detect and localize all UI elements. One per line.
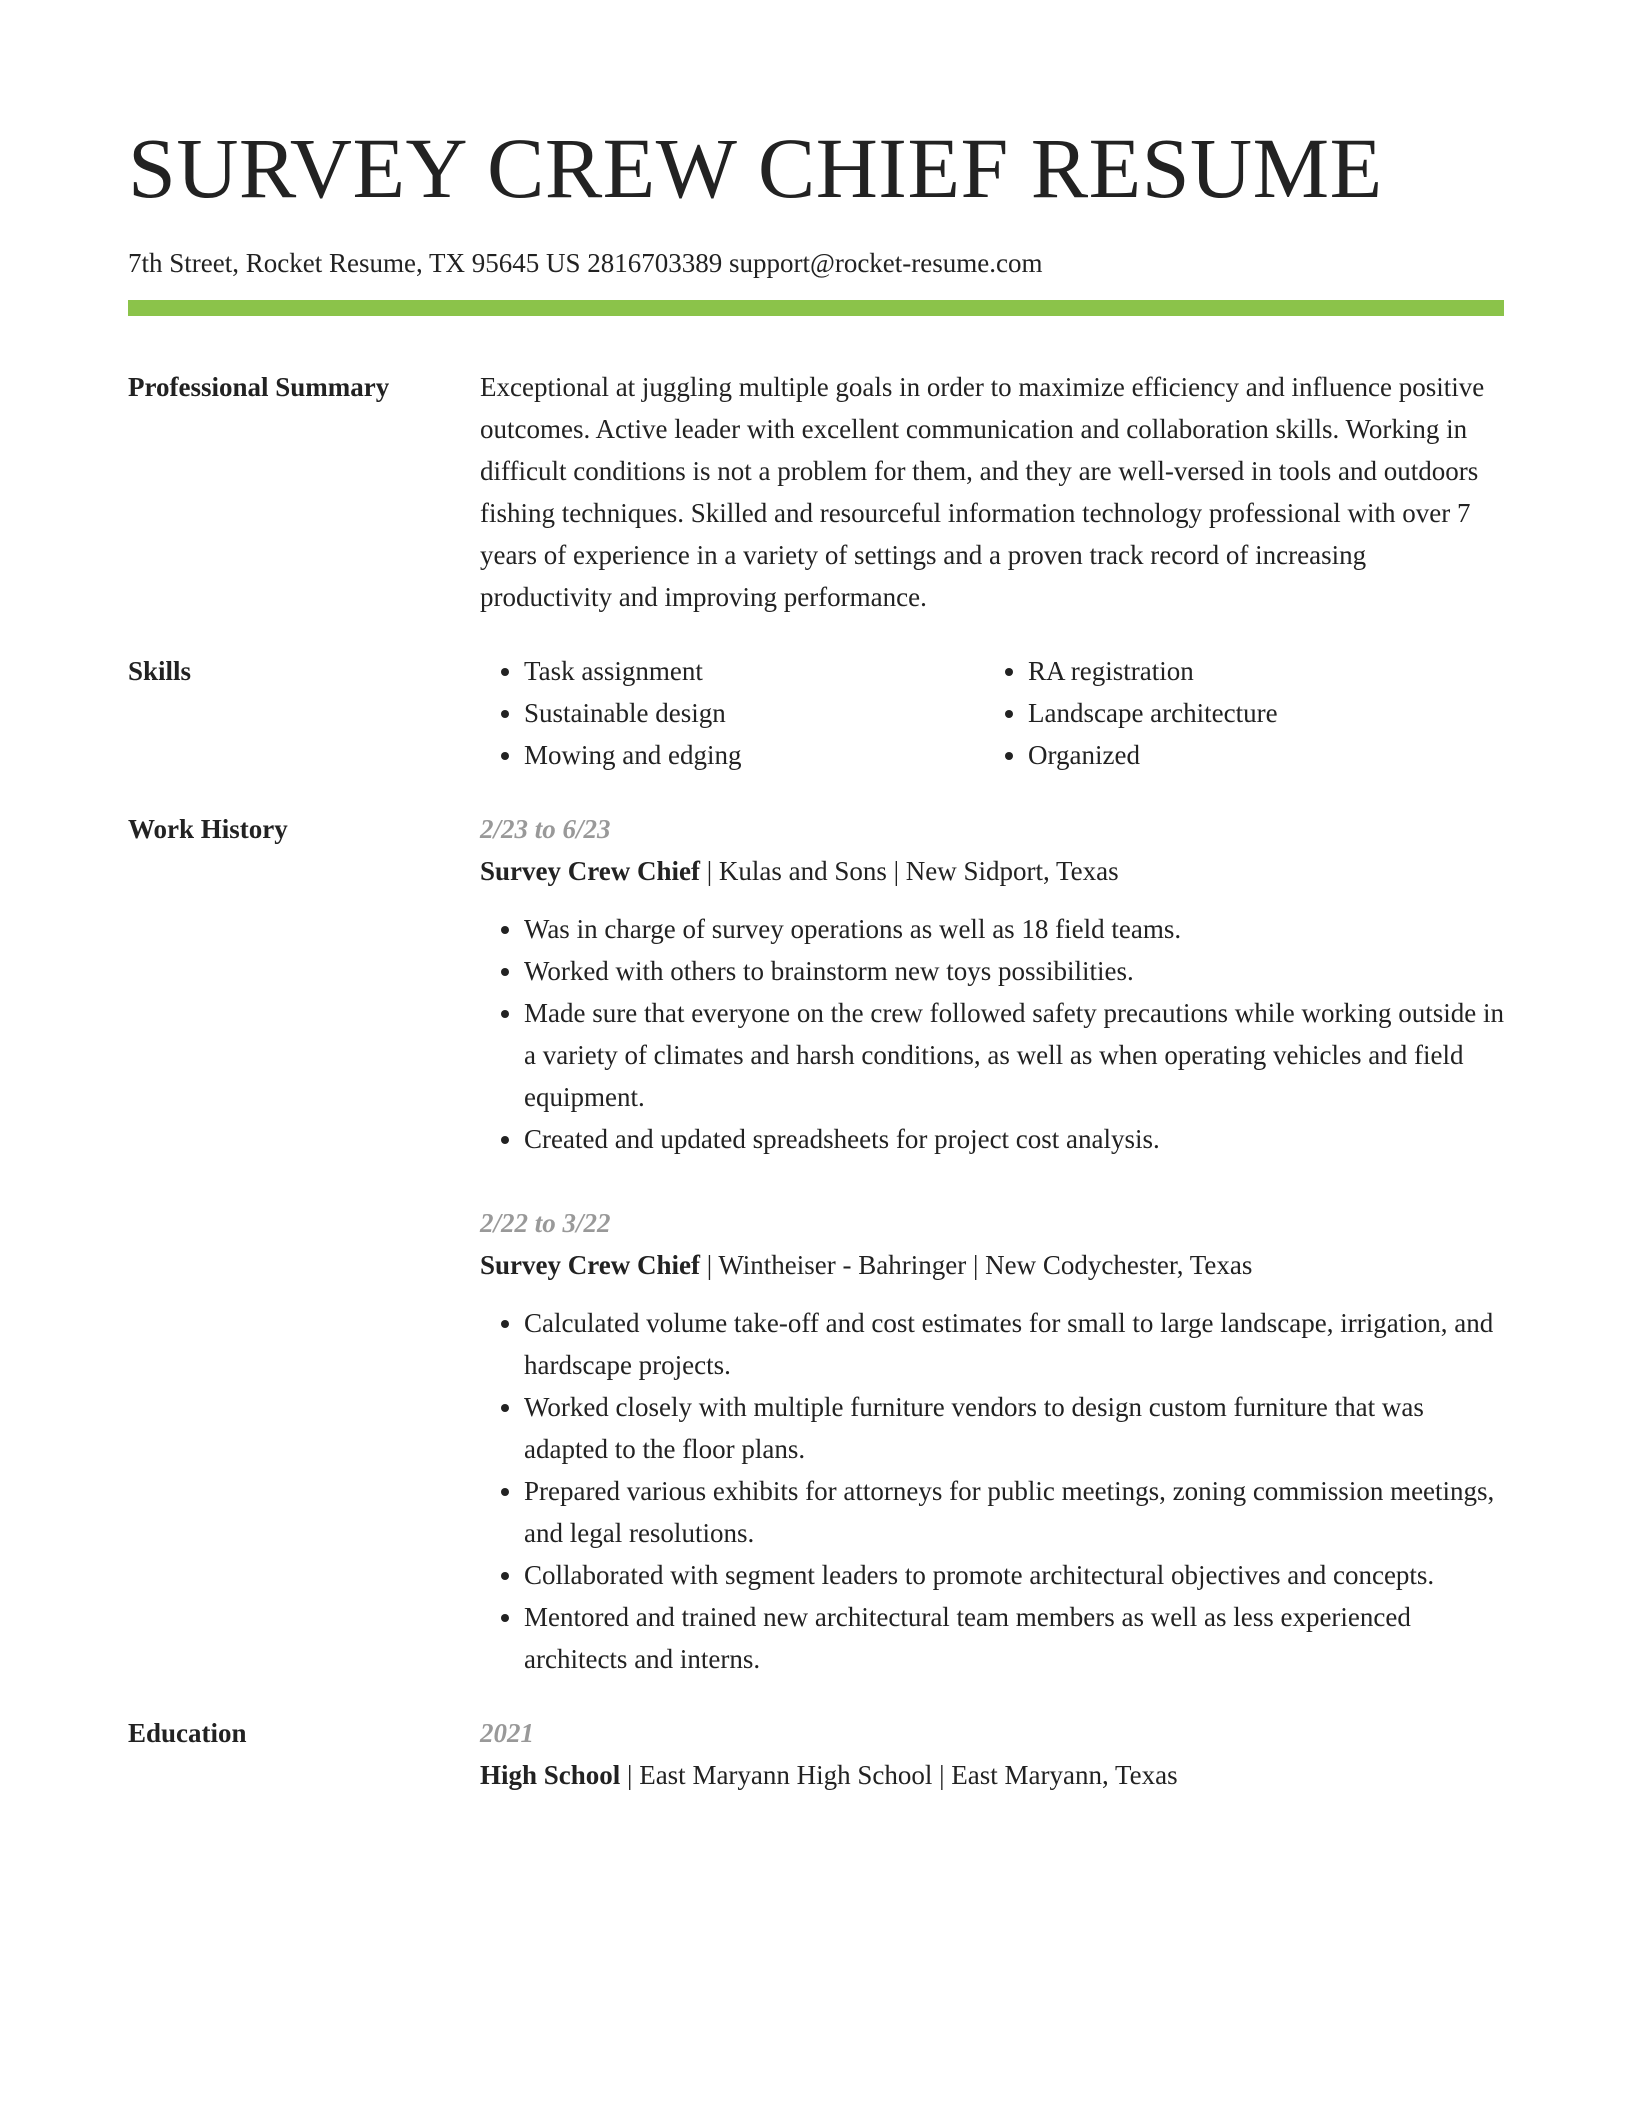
header-divider (128, 300, 1504, 316)
resume-title: SURVEY CREW CHIEF RESUME (128, 120, 1383, 216)
education-heading: Education (128, 1718, 247, 1748)
resume-page (128, 0, 1504, 1796)
skills-heading: Skills (128, 656, 192, 686)
job-bullet: • Made sure that everyone on the crew followed safety precautions while working outside in a variety of climates and harsh conditions, as well as when operating vehicles and field equipment. (524, 992, 1504, 1118)
education-line (480, 1754, 1504, 1796)
skills-grid (480, 650, 1504, 776)
education-details: | East Maryann High School | East Maryann, Texas (620, 1760, 1178, 1790)
skills-section (128, 650, 1504, 776)
job-bullets (480, 1302, 1504, 1680)
summary-section (128, 366, 1504, 618)
job-header (480, 1244, 1504, 1286)
skill-item: • Organized (1028, 734, 1488, 776)
job-bullet: • Worked with others to brainstorm new toys possibilities. (524, 950, 1504, 992)
job-entry (480, 1202, 1504, 1680)
contact-email: support@rocket-resume.com (728, 248, 1043, 278)
contact-line (128, 246, 1504, 280)
job-bullet: • Prepared various exhibits for attorneys for public meetings, zoning commission meetings, and legal resolutions. (524, 1470, 1504, 1554)
skill-item: • Task assignment (524, 650, 984, 692)
job-bullet: • Was in charge of survey operations as well as 18 field teams. (524, 908, 1504, 950)
job-dates: 2/22 to 3/22 (480, 1208, 611, 1238)
summary-heading: Professional Summary (128, 372, 390, 402)
job-dates: 2/23 to 6/23 (480, 814, 611, 844)
job-title: Survey Crew Chief (480, 856, 700, 886)
job-header (480, 850, 1504, 892)
skills-list-right (984, 650, 1488, 776)
work-history-heading: Work History (128, 814, 288, 844)
job-details: | Kulas and Sons | New Sidport, Texas (699, 856, 1119, 886)
job-details: | Wintheiser - Bahringer | New Codychester, Texas (699, 1250, 1253, 1280)
job-bullet: • Created and updated spreadsheets for project cost analysis. (524, 1118, 1504, 1160)
job-bullet: • Worked closely with multiple furniture vendors to design custom furniture that was adapted to the floor plans. (524, 1386, 1504, 1470)
skill-item: • RA registration (1028, 650, 1488, 692)
skills-list-left (480, 650, 984, 776)
work-history-section (128, 808, 1504, 1680)
job-bullet: • Collaborated with segment leaders to promote architectural objectives and concepts. (524, 1554, 1504, 1596)
job-bullet: • Mentored and trained new architectural team members as well as less experienced architects and interns. (524, 1596, 1504, 1680)
contact-address: 7th Street, Rocket Resume, TX 95645 US (128, 248, 581, 278)
job-bullets (480, 908, 1504, 1160)
education-year: 2021 (480, 1718, 534, 1748)
job-title: Survey Crew Chief (480, 1250, 700, 1280)
skill-item: • Mowing and edging (524, 734, 984, 776)
education-degree: High School (480, 1760, 621, 1790)
contact-phone: 2816703389 (587, 248, 723, 278)
education-section (128, 1712, 1504, 1796)
summary-text: Exceptional at juggling multiple goals in order to maximize efficiency and influence positive outcomes. Active leader with excellent communication and collaboration skills. Working in difficult conditions is not a problem for them, and they are well-versed in tools and outdoors fishing techniques. Skilled and resourceful information technology professional with over 7 years of experience in a variety of settings and a proven track record of increasing productivity and improving performance. (480, 372, 1485, 612)
job-entry (480, 808, 1504, 1160)
skill-item: • Sustainable design (524, 692, 984, 734)
job-bullet: • Calculated volume take-off and cost estimates for small to large landscape, irrigation, and hardscape projects. (524, 1302, 1504, 1386)
skill-item: • Landscape architecture (1028, 692, 1488, 734)
